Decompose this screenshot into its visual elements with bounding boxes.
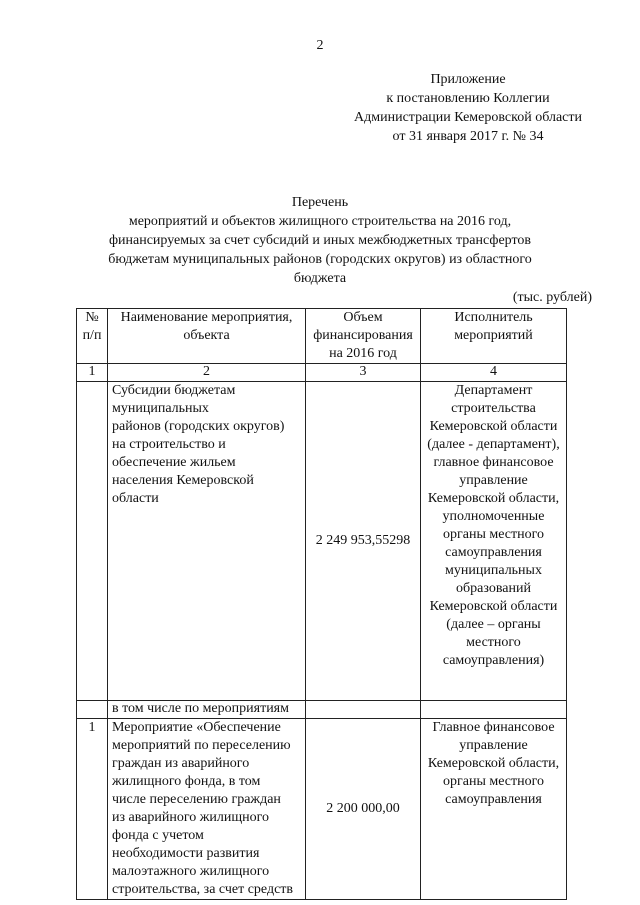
- row-amount: 2 249 953,55298: [306, 382, 421, 701]
- table-row: [77, 719, 567, 900]
- appendix-line: Администрации Кемеровской области: [354, 110, 582, 125]
- title-line: мероприятий и объектов жилищного строительства на 2016 год,: [128, 214, 512, 229]
- appendix-line: Приложение: [430, 72, 506, 87]
- column-number: 3: [306, 364, 421, 382]
- title-line: финансируемых за счет субсидий и иных межбюджетных трансфертов: [108, 233, 532, 248]
- table-row: [77, 382, 567, 701]
- column-numbers-row: [77, 364, 567, 382]
- header-volume: Объем финансирования на 2016 год: [306, 309, 421, 364]
- appendix-block: [354, 70, 582, 146]
- page-number: 2: [316, 38, 324, 53]
- header-name: Наименование мероприятия, объекта: [108, 309, 306, 364]
- header-executor: Исполнитель мероприятий: [421, 309, 567, 364]
- units-label: (тыс. рублей): [512, 290, 592, 305]
- title-line: Перечень: [291, 195, 349, 210]
- column-number: 1: [77, 364, 108, 382]
- row-executor: [421, 701, 567, 719]
- header-num: № п/п: [77, 309, 108, 364]
- measures-table: [76, 308, 567, 900]
- row-executor: Департамент строительства Кемеровской области (далее - департамент), главное финансовое управление Кемеровской области, уполномоченные органы местного самоуправления муниципальных образований Кемеровской области (далее – органы местного самоуправления): [421, 382, 567, 701]
- appendix-line: к постановлению Коллегии: [386, 91, 550, 106]
- row-amount: [306, 701, 421, 719]
- column-number: 2: [108, 364, 306, 382]
- document-title: [100, 193, 540, 288]
- column-number: 4: [421, 364, 567, 382]
- title-line: бюджетам муниципальных районов (городских округов) из областного: [108, 252, 532, 267]
- row-executor: Главное финансовое управление Кемеровской области, органы местного самоуправления: [421, 719, 567, 900]
- row-num: [77, 701, 108, 719]
- row-name: Субсидии бюджетам муниципальных районов (городских округов) на строительство и обеспечение жильем населения Кемеровской области: [108, 382, 306, 701]
- table-header-row: [77, 309, 567, 364]
- row-name: Мероприятие «Обеспечение мероприятий по переселению граждан из аварийного жилищного фонда, в том числе переселению граждан из аварийного жилищного фонда с учетом необходимости развития малоэтажного жилищного строительства, за счет средств: [108, 719, 306, 900]
- row-amount: 2 200 000,00: [306, 719, 421, 900]
- row-num: 1: [77, 719, 108, 900]
- row-num: [77, 382, 108, 701]
- appendix-line: от 31 января 2017 г. № 34: [392, 129, 544, 144]
- row-name: в том числе по мероприятиям: [108, 701, 306, 719]
- title-line: бюджета: [293, 271, 347, 286]
- table-row: [77, 701, 567, 719]
